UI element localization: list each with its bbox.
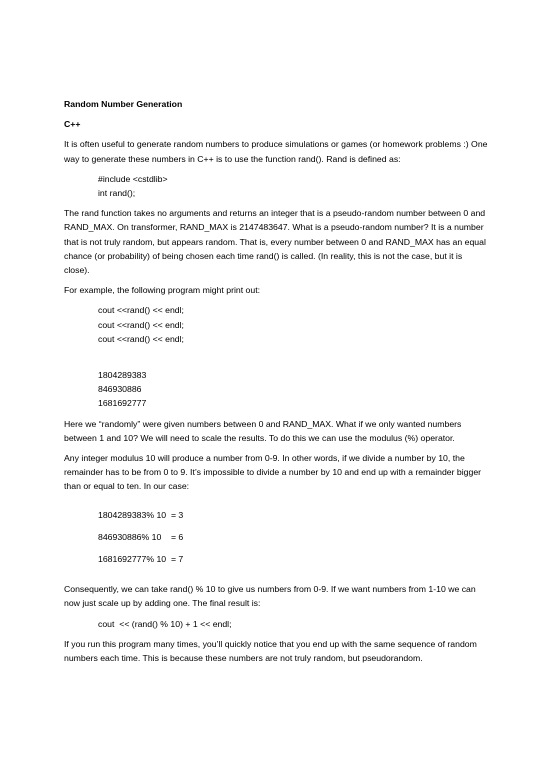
output-line: 1804289383 xyxy=(98,370,147,381)
spacer xyxy=(64,352,488,368)
document-subtitle: C++ xyxy=(64,119,81,130)
paragraph-intro: It is often useful to generate random numbers to produce simulations or games (or homework problems :) One way to generate these numbers in C++ is to use the function rand(). Rand is defined as: xyxy=(64,139,488,164)
paragraph-pseudorandom: If you run this program many times, you’ll quickly notice that you end up with the same sequence of random numbers each time. This is because these numbers are not truly random, but pseudorandom. xyxy=(64,638,477,664)
paragraph-example-intro: For example, the following program might print out: xyxy=(64,285,261,296)
code-block-final xyxy=(64,617,488,631)
paragraph-consequently: Consequently, we can take rand() % 10 to give us numbers from 0-9. If we want numbers from 1-10 we can now just scale up by adding one. The final result is: xyxy=(64,584,476,609)
spacer xyxy=(64,500,488,508)
modulus-line: 846930886% 10 = 6 xyxy=(98,531,184,542)
code-line: #include <cstdlib> xyxy=(98,173,168,184)
code-block-declaration xyxy=(64,172,488,200)
code-line: int rand(); xyxy=(98,188,136,199)
code-line: cout <<rand() << endl; xyxy=(98,305,184,316)
modulus-line: 1681692777% 10 = 7 xyxy=(98,554,184,565)
code-line: cout <<rand() << endl; xyxy=(98,333,184,344)
output-line: 1681692777 xyxy=(98,398,147,409)
spacer xyxy=(64,574,488,582)
code-line: cout << (rand() % 10) + 1 << endl; xyxy=(98,618,232,629)
paragraph-rand-description: The rand function takes no arguments and returns an integer that is a pseudo-random number between 0 and RAND_MAX. On transformer, RAND_MAX is 2147483647. What is a pseudo-random number? It is a number that is not truly random, but appears random. That is, every number between 0 and RAND_MAX has an equal chance (or probability) of being chosen each time rand() is called. (In reality, this is not the case, but it is close). xyxy=(64,208,486,276)
modulus-line: 1804289383% 10 = 3 xyxy=(98,509,184,520)
output-block xyxy=(64,368,488,411)
code-line: cout <<rand() << endl; xyxy=(98,319,184,330)
code-block-example xyxy=(64,303,488,346)
paragraph-modulus: Any integer modulus 10 will produce a number from 0-9. In other words, if we divide a number by 10, the remainder has to be from 0 to 9. It’s impossible to divide a number by 10 and end up with a remainder bigger than or equal to ten. In our case: xyxy=(64,453,482,492)
output-line: 846930886 xyxy=(98,384,142,395)
paragraph-scaling: Here we “randomly” were given numbers between 0 and RAND_MAX. What if we only wanted numbers between 1 and 10? We will need to scale the results. To do this we can use the modulus (%) operator. xyxy=(64,418,462,443)
document-title: Random Number Generation xyxy=(64,99,183,109)
